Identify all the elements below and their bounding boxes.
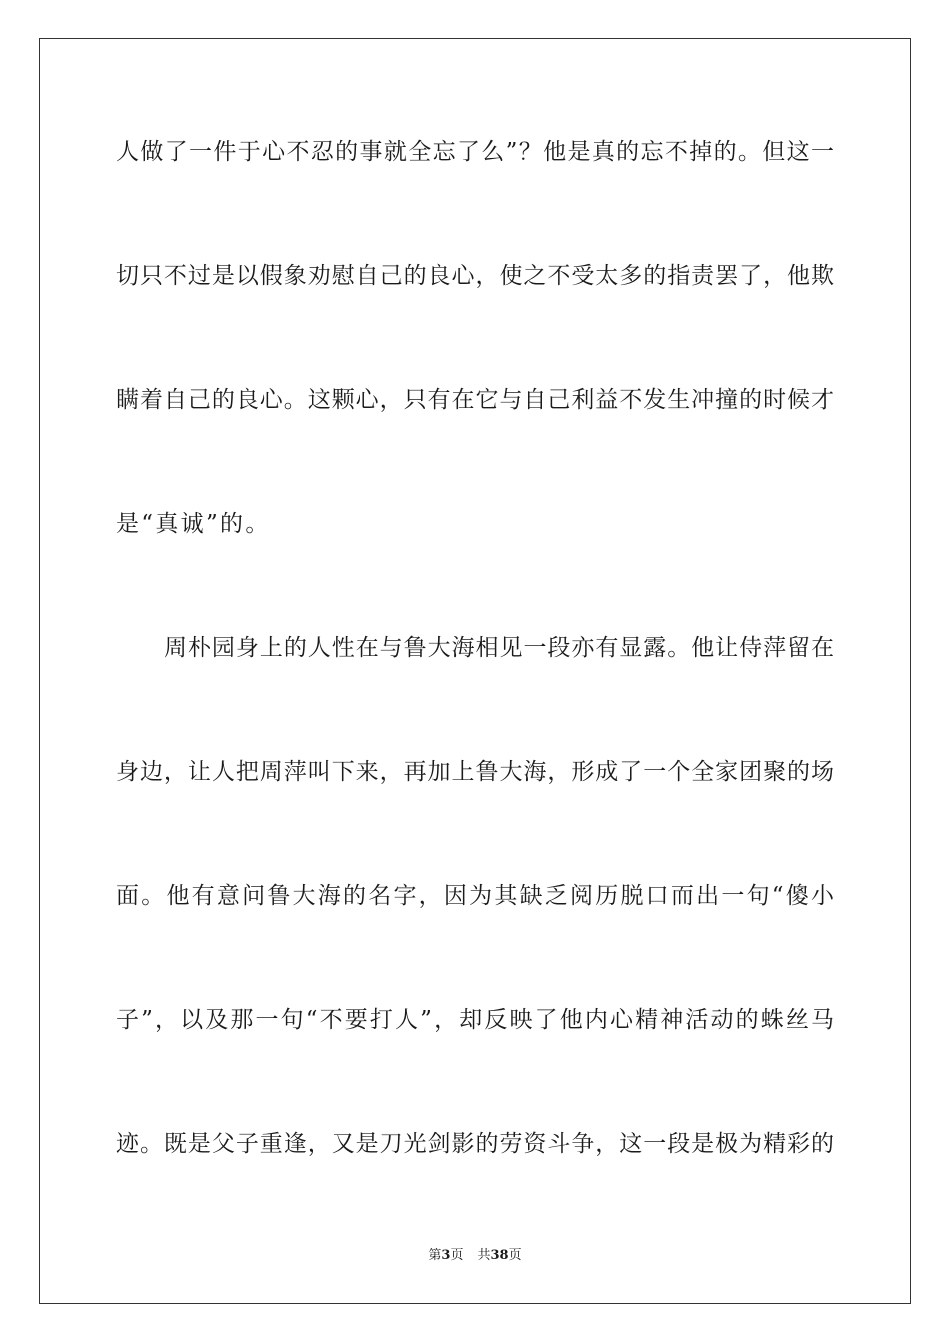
text-line-6: 身边，让人把周萍叫下来，再加上鲁大海，形成了一个全家团聚的场: [116, 759, 834, 785]
page-number: 3: [441, 1248, 451, 1263]
text-line-2: 切只不过是以假象劝慰自己的良心，使之不受太多的指责罢了，他欺: [116, 263, 834, 289]
text-line-9: 迹。既是父子重逢，又是刀光剑影的劳资斗争，这一段是极为精彩的: [116, 1131, 834, 1157]
text-line-8: 子”，以及那一句“不要打人”，却反映了他内心精神活动的蛛丝马: [116, 1007, 834, 1033]
text-line-3: 瞒着自己的良心。这颗心，只有在它与自己利益不发生冲撞的时候才: [116, 387, 834, 413]
text-line-5: 周朴园身上的人性在与鲁大海相见一段亦有显露。他让侍萍留在: [164, 635, 834, 661]
page-suffix: 页: [450, 1248, 464, 1263]
page-border: [39, 38, 911, 1304]
page-prefix: 第: [428, 1248, 442, 1263]
text-line-4: 是“真诚”的。: [116, 511, 271, 537]
page-footer: [0, 1247, 950, 1265]
total-prefix: 共: [477, 1248, 491, 1263]
text-line-7: 面。他有意问鲁大海的名字，因为其缺乏阅历脱口而出一句“傻小: [116, 883, 834, 909]
text-line-1: 人做了一件于心不忍的事就全忘了么”？他是真的忘不掉的。但这一: [116, 139, 834, 165]
total-pages: 38: [490, 1248, 509, 1263]
total-suffix: 页: [508, 1248, 522, 1263]
